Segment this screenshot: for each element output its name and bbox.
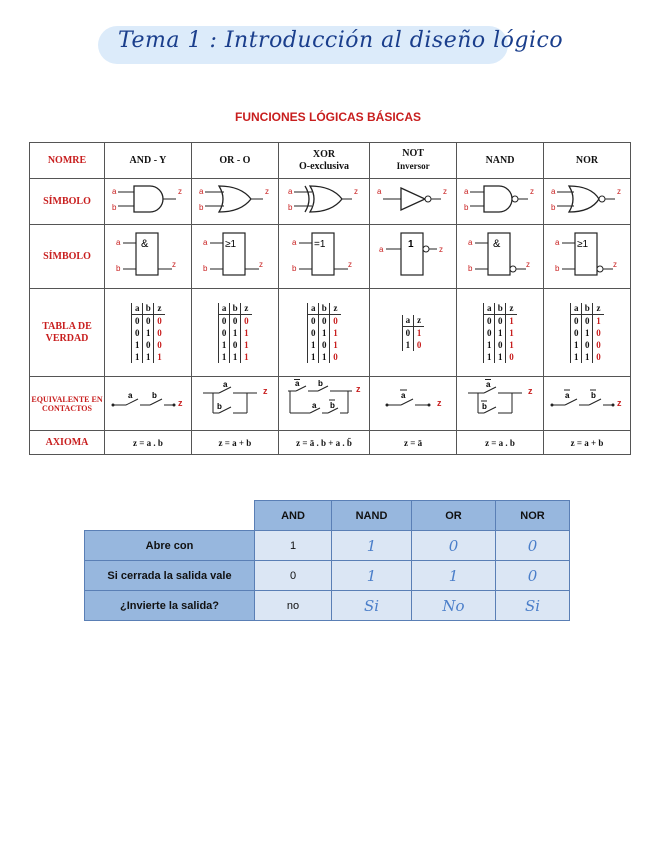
empty-corner — [85, 501, 255, 531]
svg-text:a: a — [115, 238, 121, 247]
svg-text:b: b — [151, 391, 157, 400]
svg-text:z: z — [439, 245, 444, 254]
svg-text:a: a — [550, 187, 556, 196]
svg-text:z: z — [347, 260, 352, 269]
table-row — [85, 591, 570, 621]
or-truth-table: a b z 0 0 0 0 1 1 1 0 1 1 1 1 — [191, 289, 278, 377]
corner-cell: NOMRE — [30, 143, 105, 179]
row-label-symbol: SÍMBOLO — [30, 179, 105, 225]
svg-text:b: b — [468, 264, 473, 273]
svg-text:z: z — [616, 187, 621, 196]
svg-text:z: z — [264, 187, 269, 196]
table-row — [85, 531, 570, 561]
handwritten-value: 0 — [496, 531, 570, 561]
and-gate-symbol — [105, 179, 192, 225]
header-and: AND — [255, 501, 332, 531]
handwritten-value: 1 — [332, 561, 412, 591]
svg-text:≥1: ≥1 — [224, 239, 236, 250]
nand-ieee-symbol — [457, 225, 544, 289]
not-gate-symbol — [370, 179, 457, 225]
table-row — [85, 561, 570, 591]
svg-text:a: a — [486, 380, 491, 389]
svg-text:a: a — [564, 391, 570, 400]
or-axiom: z = a + b — [191, 431, 278, 455]
col-not: NOT Inversor — [370, 143, 457, 179]
svg-text:b: b — [291, 264, 297, 273]
nor-ieee-symbol — [543, 225, 630, 289]
and-ieee-symbol — [105, 225, 192, 289]
cell-value: 0 — [255, 561, 332, 591]
row-label: Abre con — [85, 531, 255, 561]
row-label-contacts: EQUIVALENTE EN CONTACTOS — [30, 377, 105, 431]
or-contacts-diagram — [191, 377, 278, 431]
svg-text:b: b — [198, 203, 204, 212]
svg-text:z: z — [177, 187, 182, 196]
row-label: Si cerrada la salida vale — [85, 561, 255, 591]
svg-text:b: b — [590, 391, 596, 400]
svg-text:&: & — [140, 238, 149, 250]
cell-value: 1 — [255, 531, 332, 561]
svg-text:z: z — [528, 386, 533, 396]
svg-text:a: a — [202, 238, 208, 247]
svg-text:z: z — [353, 187, 358, 196]
svg-text:1: 1 — [408, 239, 414, 250]
or-ieee-symbol — [191, 225, 278, 289]
row-label: ¿Invierte la salida? — [85, 591, 255, 621]
nor-contacts-diagram — [543, 377, 630, 431]
col-nor: NOR — [543, 143, 630, 179]
svg-text:a: a — [401, 391, 406, 400]
handwritten-value: Si — [496, 591, 570, 621]
svg-text:b: b — [464, 203, 469, 212]
xor-axiom: z = ā . b + a . b̄ — [278, 431, 369, 455]
symbol-row-distinctive — [30, 179, 631, 225]
svg-text:b: b — [216, 402, 222, 411]
svg-text:a: a — [287, 187, 293, 196]
and-axiom: z = a . b — [105, 431, 192, 455]
xor-truth-table: a b z 0 0 0 0 1 1 1 0 1 1 1 0 — [278, 289, 369, 377]
svg-text:a: a — [222, 380, 228, 389]
svg-text:a: a — [464, 187, 469, 196]
not-axiom: z = ā — [370, 431, 457, 455]
svg-text:a: a — [379, 245, 384, 254]
svg-text:z: z — [262, 386, 268, 396]
svg-text:z: z — [177, 398, 183, 408]
svg-text:a: a — [468, 238, 473, 247]
and-truth-table: a b z 0 0 0 0 1 0 1 0 0 1 1 1 — [105, 289, 192, 377]
comparison-header-row — [85, 501, 570, 531]
contacts-row — [30, 377, 631, 431]
nand-axiom: z = a . b — [457, 431, 544, 455]
nand-gate-symbol — [457, 179, 544, 225]
svg-text:a: a — [294, 379, 300, 388]
gate-comparison-table — [84, 500, 570, 621]
handwritten-value: No — [412, 591, 496, 621]
svg-text:a: a — [291, 238, 297, 247]
or-gate-symbol — [191, 179, 278, 225]
svg-text:=1: =1 — [313, 239, 326, 250]
section-title: FUNCIONES LÓGICAS BÁSICAS — [234, 110, 421, 124]
svg-text:z: z — [526, 260, 531, 269]
handwritten-value: 1 — [412, 561, 496, 591]
svg-text:z: z — [616, 398, 622, 408]
svg-text:z: z — [171, 260, 176, 269]
col-nand: NAND — [457, 143, 544, 179]
nor-gate-symbol — [543, 179, 630, 225]
handwritten-value: 0 — [412, 531, 496, 561]
svg-text:b: b — [554, 264, 560, 273]
row-label-axiom: AXIOMA — [30, 431, 105, 455]
svg-text:a: a — [377, 187, 382, 196]
svg-text:z: z — [355, 384, 361, 394]
symbol-row-ieee — [30, 225, 631, 289]
svg-text:z: z — [258, 260, 263, 269]
nand-truth-table: a b z 0 0 1 0 1 1 1 0 1 1 1 0 — [457, 289, 544, 377]
header-nand: NAND — [332, 501, 412, 531]
header-or: OR — [412, 501, 496, 531]
and-contacts-diagram — [105, 377, 192, 431]
svg-text:a: a — [127, 391, 133, 400]
handwritten-value: 0 — [496, 561, 570, 591]
cell-value: no — [255, 591, 332, 621]
not-ieee-symbol — [370, 225, 457, 289]
header-nor: NOR — [496, 501, 570, 531]
svg-text:a: a — [198, 187, 204, 196]
svg-text:z: z — [443, 187, 448, 196]
not-truth-table: a z 0 1 1 0 — [370, 289, 457, 377]
row-label-truth: TABLA DE VERDAD — [30, 289, 105, 377]
svg-text:b: b — [482, 402, 487, 411]
svg-text:a: a — [111, 187, 117, 196]
svg-text:b: b — [202, 264, 208, 273]
col-xor: XOR O-exclusiva — [278, 143, 369, 179]
col-or: OR - O — [191, 143, 278, 179]
svg-text:b: b — [111, 203, 117, 212]
svg-text:b: b — [317, 379, 323, 388]
truth-table-row — [30, 289, 631, 377]
page-title: Tema 1 : Introducción al diseño lógico — [118, 28, 564, 53]
nor-axiom: z = a + b — [543, 431, 630, 455]
svg-text:b: b — [287, 203, 293, 212]
not-contacts-diagram — [370, 377, 457, 431]
axiom-row — [30, 431, 631, 455]
header-row — [30, 143, 631, 179]
svg-text:b: b — [329, 401, 335, 410]
nor-truth-table: a b z 0 0 1 0 1 0 1 0 0 1 1 0 — [543, 289, 630, 377]
col-and: AND - Y — [105, 143, 192, 179]
xor-contacts-diagram — [278, 377, 369, 431]
row-label-symbol-ieee: SÍMBOLO — [30, 225, 105, 289]
svg-text:a: a — [554, 238, 560, 247]
handwritten-value: 1 — [332, 531, 412, 561]
svg-text:&: & — [493, 238, 501, 250]
svg-text:z: z — [530, 187, 535, 196]
xor-gate-symbol — [278, 179, 369, 225]
svg-text:≥1: ≥1 — [576, 239, 589, 250]
svg-text:z: z — [612, 260, 617, 269]
logic-functions-table — [29, 142, 631, 455]
svg-text:a: a — [311, 401, 317, 410]
nand-contacts-diagram — [457, 377, 544, 431]
svg-text:z: z — [437, 398, 442, 408]
xor-ieee-symbol — [278, 225, 369, 289]
svg-text:b: b — [115, 264, 121, 273]
svg-text:b: b — [550, 203, 556, 212]
handwritten-value: Si — [332, 591, 412, 621]
